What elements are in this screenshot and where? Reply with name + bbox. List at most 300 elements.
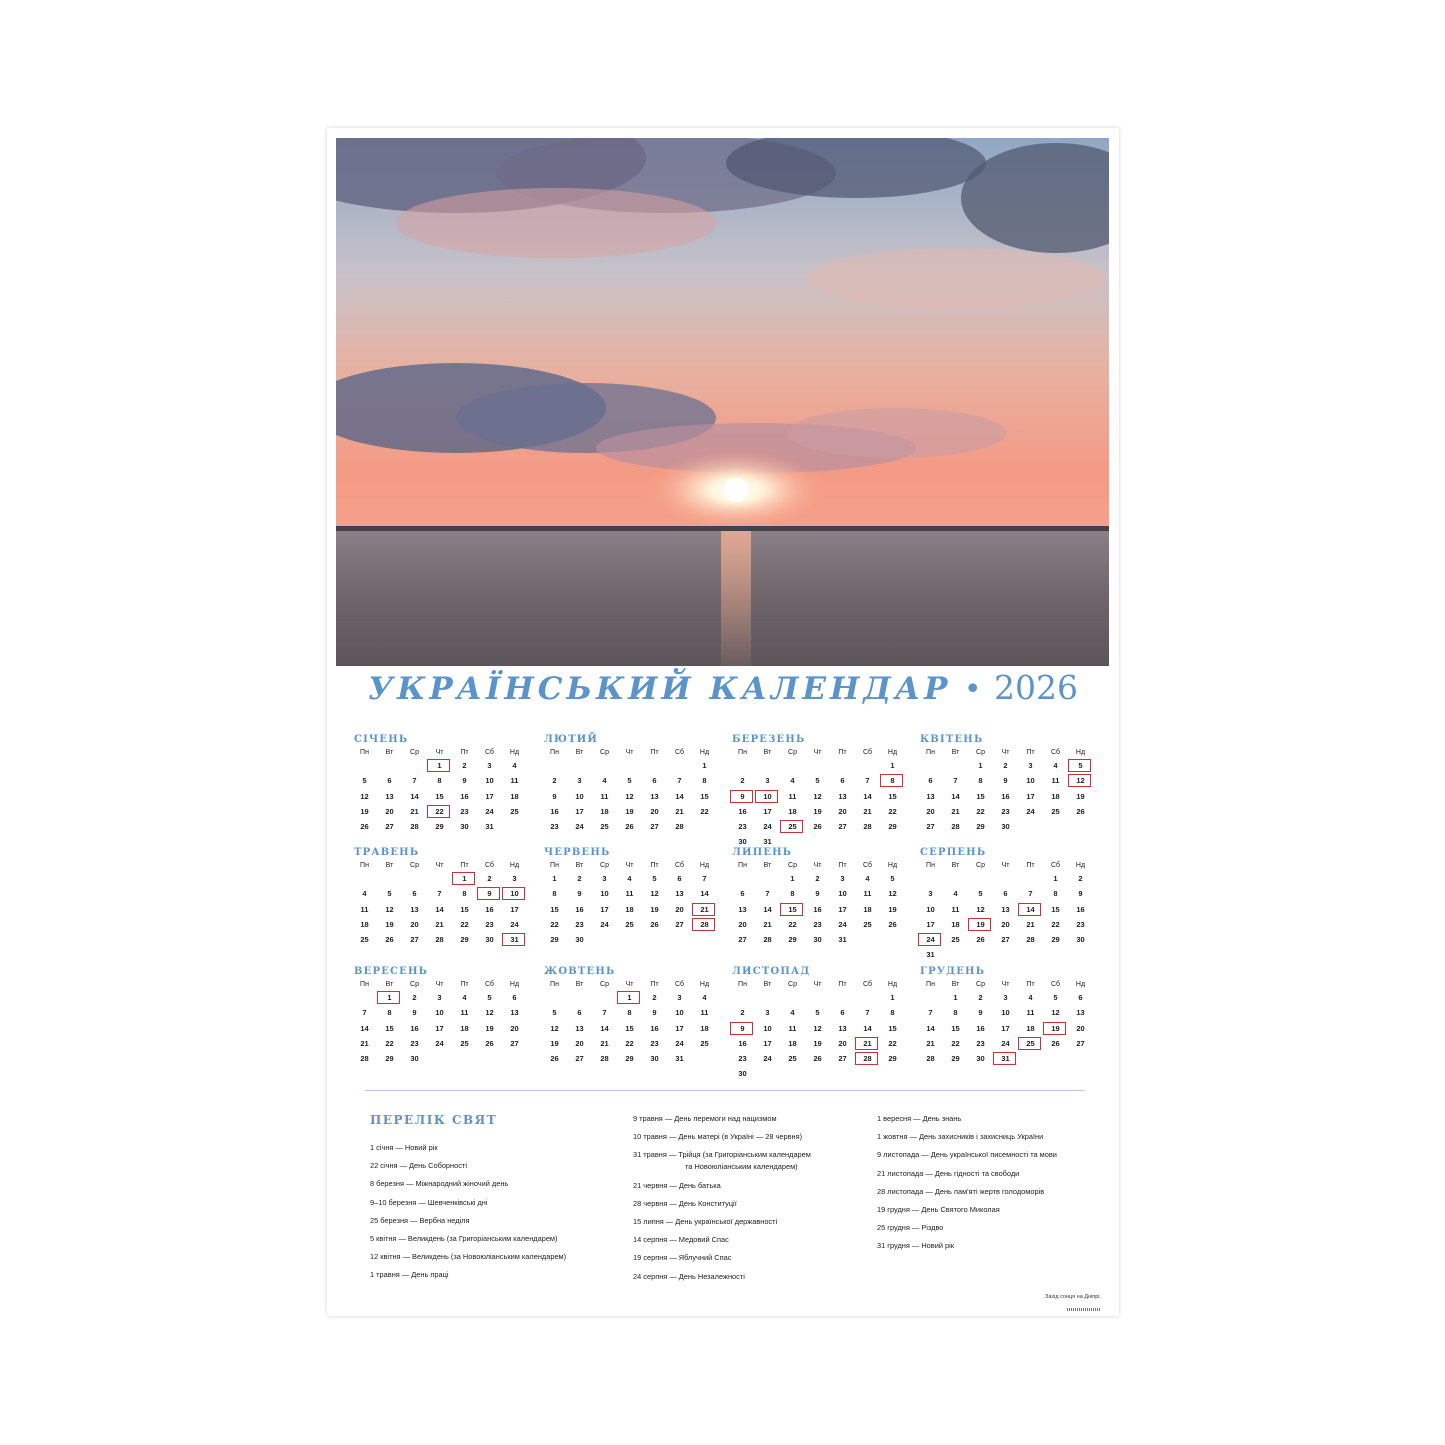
holiday-item <box>877 1169 1057 1178</box>
weekday-label: Пт <box>838 749 847 756</box>
day-cell: 21 <box>763 919 772 929</box>
holidays-column-1 <box>370 1143 566 1289</box>
empty-day <box>352 871 377 886</box>
weekday-label: Пт <box>1026 749 1035 756</box>
month-name: ГРУДЕНЬ <box>920 966 986 977</box>
day-cell: 11 <box>360 904 369 914</box>
day-cell: 3 <box>577 776 582 786</box>
weekday-label: Пн <box>550 981 559 988</box>
day-cell: 11 <box>1051 776 1060 786</box>
day-cell: 20 <box>738 919 747 929</box>
day-cell: 3 <box>765 1008 770 1018</box>
day-cell: 17 <box>600 904 609 914</box>
holiday-day: 9 <box>730 789 755 804</box>
holiday-text: 1 травня — День праці <box>370 1270 449 1280</box>
empty-day <box>830 990 855 1005</box>
holiday-day: 12 <box>1068 773 1093 788</box>
day-cell: 7 <box>412 776 417 786</box>
weekday-label: Пт <box>838 981 847 988</box>
holiday-day: 21 <box>692 902 717 917</box>
holiday-item <box>370 1216 566 1225</box>
day-cell: 4 <box>865 874 870 883</box>
day-cell: 6 <box>840 776 845 786</box>
day-cell: 29 <box>460 935 469 945</box>
holiday-text: 8 березня — Міжнародний жіночий день <box>370 1179 509 1189</box>
day-cell: 1 <box>702 761 707 770</box>
day-cell: 24 <box>763 1054 772 1064</box>
empty-day <box>780 990 805 1005</box>
weekday-label: Сб <box>1050 981 1061 988</box>
day-cell: 12 <box>813 1023 822 1033</box>
weekday-label: Пт <box>650 862 659 869</box>
day-cell: 7 <box>1028 889 1033 899</box>
day-cell: 26 <box>813 822 822 832</box>
title-year: 2026 <box>994 668 1079 707</box>
weekday-label: Нд <box>1075 749 1086 756</box>
day-cell: 22 <box>385 1038 394 1048</box>
holiday-text: 9 листопада — День української писемності та мови <box>877 1150 1057 1160</box>
day-cell: 1 <box>1053 874 1058 883</box>
empty-day <box>592 990 617 1005</box>
day-cell: 25 <box>625 919 634 929</box>
weekday-label: Пн <box>360 749 369 756</box>
day-cell: 15 <box>550 904 559 914</box>
day-cell: 8 <box>890 1008 895 1018</box>
holiday-text: 22 січня — День Соборності <box>370 1161 467 1171</box>
day-cell: 30 <box>738 1069 747 1079</box>
day-cell: 29 <box>888 822 897 832</box>
holiday-text: 19 серпня — Яблучний Спас <box>633 1253 732 1263</box>
weekday-label: Ср <box>788 749 797 756</box>
day-cell: 11 <box>788 791 797 801</box>
month-days-grid <box>918 979 1096 1066</box>
weekday-label: Ср <box>976 981 985 988</box>
day-cell: 3 <box>512 874 517 883</box>
day-cell: 11 <box>600 791 609 801</box>
day-cell: 26 <box>976 935 985 945</box>
day-cell: 29 <box>976 822 985 832</box>
day-cell: 1 <box>953 993 958 1002</box>
holiday-item <box>633 1272 811 1281</box>
day-cell: 20 <box>838 1038 847 1048</box>
holidays-column-3 <box>877 1114 1057 1260</box>
day-cell: 3 <box>765 776 770 786</box>
month-name: ЖОВТЕНЬ <box>544 966 616 977</box>
holiday-day: 25 <box>780 819 805 834</box>
day-cell: 30 <box>460 822 469 832</box>
day-cell: 24 <box>675 1038 684 1048</box>
day-cell: 20 <box>410 919 419 929</box>
day-cell: 11 <box>700 1008 709 1018</box>
holiday-text: 1 жовтня — День захисників і захисниць України <box>877 1132 1044 1142</box>
day-cell: 20 <box>1001 919 1010 929</box>
day-cell: 18 <box>788 806 797 816</box>
holiday-text: 1 січня — Новий рік <box>370 1143 438 1152</box>
day-cell: 21 <box>435 919 444 929</box>
empty-day <box>352 990 377 1005</box>
weekday-label: Нд <box>509 981 520 988</box>
day-cell: 11 <box>951 904 960 914</box>
day-cell: 15 <box>460 904 469 914</box>
day-cell: 23 <box>650 1038 659 1048</box>
day-cell: 7 <box>865 776 870 786</box>
day-cell: 14 <box>926 1023 935 1033</box>
day-cell: 22 <box>888 1038 897 1048</box>
day-cell: 28 <box>410 822 419 832</box>
day-cell: 12 <box>813 791 822 801</box>
weekday-label: Нд <box>887 862 898 869</box>
day-cell: 16 <box>485 904 494 914</box>
day-cell: 20 <box>1076 1023 1085 1033</box>
day-cell: 16 <box>460 791 469 801</box>
day-cell: 4 <box>512 761 517 770</box>
weekday-label: Нд <box>509 749 520 756</box>
day-cell: 18 <box>863 904 872 914</box>
empty-day <box>402 758 427 773</box>
day-cell: 31 <box>485 822 494 832</box>
day-cell: 3 <box>928 889 933 899</box>
empty-day <box>943 871 968 886</box>
day-cell: 14 <box>600 1023 609 1033</box>
day-cell: 13 <box>926 791 935 801</box>
day-cell: 8 <box>552 889 557 899</box>
holidays-title: ПЕРЕЛІК СВЯТ <box>370 1113 498 1127</box>
day-cell: 2 <box>1003 761 1008 770</box>
day-cell: 4 <box>790 1008 795 1018</box>
empty-day <box>730 990 755 1005</box>
holiday-text: 15 липня — День української державності <box>633 1216 778 1226</box>
day-cell: 25 <box>600 822 609 832</box>
holiday-text: 21 листопада — День гідності та свободи <box>877 1168 1020 1178</box>
day-cell: 6 <box>740 889 745 899</box>
day-cell: 27 <box>1001 935 1010 945</box>
day-cell: 28 <box>600 1054 609 1064</box>
day-cell: 22 <box>460 919 469 929</box>
day-cell: 27 <box>926 822 935 832</box>
day-cell: 5 <box>487 993 492 1002</box>
weekday-label: Пт <box>650 981 659 988</box>
day-cell: 13 <box>838 1023 847 1033</box>
holiday-text: 28 листопада — День пам'яті жертв голодоморів <box>877 1186 1045 1196</box>
day-cell: 12 <box>1051 1008 1060 1018</box>
day-cell: 24 <box>1026 806 1035 816</box>
day-cell: 17 <box>926 919 935 929</box>
day-cell: 2 <box>552 776 557 786</box>
weekday-label: Вт <box>575 749 584 756</box>
weekday-label: Сб <box>1050 749 1061 756</box>
holiday-item <box>877 1150 1057 1159</box>
month-name: СІЧЕНЬ <box>354 734 409 745</box>
weekday-label: Чт <box>435 862 444 869</box>
month-block <box>918 734 1096 834</box>
month-block <box>352 734 530 834</box>
weekday-label: Вт <box>575 862 584 869</box>
day-cell: 19 <box>888 904 897 914</box>
day-cell: 23 <box>738 1054 747 1064</box>
day-cell: 22 <box>888 806 897 816</box>
weekday-label: Чт <box>813 862 822 869</box>
day-cell: 10 <box>926 904 935 914</box>
day-cell: 23 <box>485 919 494 929</box>
day-cell: 6 <box>387 776 392 786</box>
day-cell: 24 <box>575 822 584 832</box>
day-cell: 16 <box>738 1038 747 1048</box>
holiday-day: 1 <box>617 990 642 1005</box>
holiday-text-continued: та Новоюліанським календарем) <box>685 1162 798 1172</box>
day-cell: 10 <box>575 791 584 801</box>
empty-day <box>830 758 855 773</box>
day-cell: 2 <box>815 874 820 883</box>
empty-day <box>617 758 642 773</box>
empty-day <box>1018 871 1043 886</box>
day-cell: 8 <box>1053 889 1058 899</box>
holiday-day: 1 <box>377 990 402 1005</box>
day-cell: 4 <box>602 776 607 786</box>
day-cell: 29 <box>550 935 559 945</box>
day-cell: 19 <box>1076 791 1085 801</box>
day-cell: 27 <box>838 822 847 832</box>
day-cell: 20 <box>675 904 684 914</box>
month-days-grid <box>730 860 908 947</box>
holiday-day: 19 <box>1043 1021 1068 1036</box>
day-cell: 21 <box>675 806 684 816</box>
day-cell: 16 <box>976 1023 985 1033</box>
day-cell: 19 <box>650 904 659 914</box>
weekday-label: Вт <box>575 981 584 988</box>
day-cell: 26 <box>485 1038 494 1048</box>
day-cell: 19 <box>813 1038 822 1048</box>
day-cell: 7 <box>865 1008 870 1018</box>
holiday-day: 1 <box>452 871 477 886</box>
weekday-label: Пт <box>650 749 659 756</box>
day-cell: 31 <box>763 837 772 847</box>
day-cell: 15 <box>888 1023 897 1033</box>
weekday-label: Нд <box>1075 862 1086 869</box>
day-cell: 28 <box>951 822 960 832</box>
day-cell: 5 <box>890 874 895 883</box>
day-cell: 18 <box>510 791 519 801</box>
day-cell: 1 <box>978 761 983 770</box>
day-cell: 20 <box>838 806 847 816</box>
day-cell: 27 <box>650 822 659 832</box>
empty-day <box>855 990 880 1005</box>
day-cell: 17 <box>763 806 772 816</box>
day-cell: 13 <box>650 791 659 801</box>
day-cell: 5 <box>815 1008 820 1018</box>
day-cell: 17 <box>510 904 519 914</box>
month-block <box>918 847 1096 963</box>
holiday-day: 9 <box>477 886 502 901</box>
day-cell: 2 <box>740 1008 745 1018</box>
weekday-label: Нд <box>887 749 898 756</box>
holiday-text: 24 серпня — День Незалежності <box>633 1271 745 1281</box>
day-cell: 15 <box>1051 904 1060 914</box>
day-cell: 24 <box>435 1038 444 1048</box>
day-cell: 6 <box>677 874 682 883</box>
holiday-item <box>633 1217 811 1226</box>
holiday-day: 8 <box>880 773 905 788</box>
day-cell: 23 <box>550 822 559 832</box>
holiday-day: 22 <box>427 804 452 819</box>
weekday-label: Ср <box>976 862 985 869</box>
day-cell: 20 <box>575 1038 584 1048</box>
weekday-label: Вт <box>763 981 772 988</box>
empty-day <box>567 758 592 773</box>
day-cell: 22 <box>1051 919 1060 929</box>
day-cell: 25 <box>1051 806 1060 816</box>
day-cell: 1 <box>890 761 895 770</box>
holiday-item <box>877 1187 1057 1196</box>
day-cell: 30 <box>1001 822 1010 832</box>
weekday-label: Пн <box>738 749 747 756</box>
day-cell: 26 <box>1051 1038 1060 1048</box>
day-cell: 26 <box>385 935 394 945</box>
month-name: ТРАВЕНЬ <box>354 847 420 858</box>
day-cell: 21 <box>360 1038 369 1048</box>
day-cell: 10 <box>600 889 609 899</box>
day-cell: 22 <box>976 806 985 816</box>
weekday-label: Сб <box>484 981 495 988</box>
day-cell: 17 <box>485 791 494 801</box>
day-cell: 18 <box>700 1023 709 1033</box>
day-cell: 22 <box>700 806 709 816</box>
day-cell: 24 <box>763 822 772 832</box>
day-cell: 1 <box>552 874 557 883</box>
day-cell: 9 <box>652 1008 657 1018</box>
weekday-label: Чт <box>435 981 444 988</box>
day-cell: 12 <box>650 889 659 899</box>
day-cell: 24 <box>1001 1038 1010 1048</box>
weekday-label: Нд <box>1075 981 1086 988</box>
holiday-item <box>370 1198 566 1207</box>
weekday-label: Ср <box>410 862 419 869</box>
day-cell: 14 <box>863 1023 872 1033</box>
day-cell: 21 <box>863 806 872 816</box>
weekday-label: Сб <box>674 749 685 756</box>
month-name: ЧЕРВЕНЬ <box>544 847 611 858</box>
day-cell: 6 <box>840 1008 845 1018</box>
day-cell: 22 <box>550 919 559 929</box>
weekday-label: Вт <box>951 862 960 869</box>
day-cell: 24 <box>510 919 519 929</box>
holidays-column-2 <box>633 1114 811 1290</box>
month-days-grid <box>730 979 908 1082</box>
day-cell: 13 <box>510 1008 519 1018</box>
day-cell: 5 <box>978 889 983 899</box>
month-block <box>730 966 908 1082</box>
day-cell: 15 <box>435 791 444 801</box>
day-cell: 16 <box>1076 904 1085 914</box>
day-cell: 12 <box>625 791 634 801</box>
day-cell: 8 <box>702 776 707 786</box>
day-cell: 2 <box>412 993 417 1002</box>
day-cell: 15 <box>888 791 897 801</box>
day-cell: 25 <box>360 935 369 945</box>
day-cell: 26 <box>888 919 897 929</box>
day-cell: 22 <box>625 1038 634 1048</box>
day-cell: 11 <box>788 1023 797 1033</box>
day-cell: 18 <box>788 1038 797 1048</box>
day-cell: 26 <box>1076 806 1085 816</box>
day-cell: 6 <box>412 889 417 899</box>
divider <box>365 1090 1085 1091</box>
month-block <box>918 966 1096 1066</box>
day-cell: 10 <box>675 1008 684 1018</box>
day-cell: 11 <box>625 889 634 899</box>
month-name: ЛИСТОПАД <box>732 966 811 977</box>
day-cell: 18 <box>625 904 634 914</box>
weekday-label: Чт <box>1001 749 1010 756</box>
day-cell: 2 <box>652 993 657 1002</box>
day-cell: 3 <box>1003 993 1008 1002</box>
day-cell: 25 <box>951 935 960 945</box>
day-cell: 13 <box>838 791 847 801</box>
holiday-text: 10 травня — День матері (в Україні — 28 червня) <box>633 1132 803 1142</box>
day-cell: 6 <box>577 1008 582 1018</box>
holiday-day: 5 <box>1068 758 1093 773</box>
holiday-item <box>633 1181 811 1190</box>
weekday-label: Ср <box>600 862 609 869</box>
day-cell: 21 <box>410 806 419 816</box>
holiday-text: 31 грудня — Новий рік <box>877 1241 955 1251</box>
day-cell: 9 <box>978 1008 983 1018</box>
empty-day <box>755 871 780 886</box>
day-cell: 15 <box>700 791 709 801</box>
day-cell: 22 <box>951 1038 960 1048</box>
weekday-label: Ср <box>600 981 609 988</box>
day-cell: 4 <box>953 889 958 899</box>
day-cell: 7 <box>602 1008 607 1018</box>
day-cell: 12 <box>550 1023 559 1033</box>
day-cell: 9 <box>1078 889 1083 899</box>
day-cell: 10 <box>1001 1008 1010 1018</box>
weekday-label: Пт <box>460 981 469 988</box>
day-cell: 8 <box>790 889 795 899</box>
weekday-label: Ср <box>976 749 985 756</box>
weekday-label: Пн <box>360 981 369 988</box>
day-cell: 25 <box>788 1054 797 1064</box>
day-cell: 28 <box>435 935 444 945</box>
day-cell: 8 <box>437 776 442 786</box>
day-cell: 26 <box>360 822 369 832</box>
day-cell: 27 <box>410 935 419 945</box>
day-cell: 16 <box>650 1023 659 1033</box>
day-cell: 27 <box>738 935 747 945</box>
day-cell: 29 <box>435 822 444 832</box>
empty-day <box>642 758 667 773</box>
day-cell: 9 <box>462 776 467 786</box>
day-cell: 6 <box>1003 889 1008 899</box>
month-name: БЕРЕЗЕНЬ <box>732 734 806 745</box>
day-cell: 30 <box>650 1054 659 1064</box>
weekday-label: Пн <box>738 981 747 988</box>
day-cell: 27 <box>510 1038 519 1048</box>
holiday-day: 24 <box>918 932 943 947</box>
weekday-label: Ср <box>410 749 419 756</box>
day-cell: 8 <box>387 1008 392 1018</box>
month-block <box>352 847 530 947</box>
month-name: СЕРПЕНЬ <box>920 847 987 858</box>
weekday-label: Сб <box>674 981 685 988</box>
title-text: УКРАЇНСЬКИЙ КАЛЕНДАР <box>367 671 952 707</box>
weekday-label: Вт <box>385 749 394 756</box>
weekday-label: Сб <box>862 862 873 869</box>
day-cell: 8 <box>953 1008 958 1018</box>
holiday-day: 1 <box>427 758 452 773</box>
weekday-label: Чт <box>625 749 634 756</box>
day-cell: 18 <box>1051 791 1060 801</box>
day-cell: 4 <box>627 874 632 883</box>
